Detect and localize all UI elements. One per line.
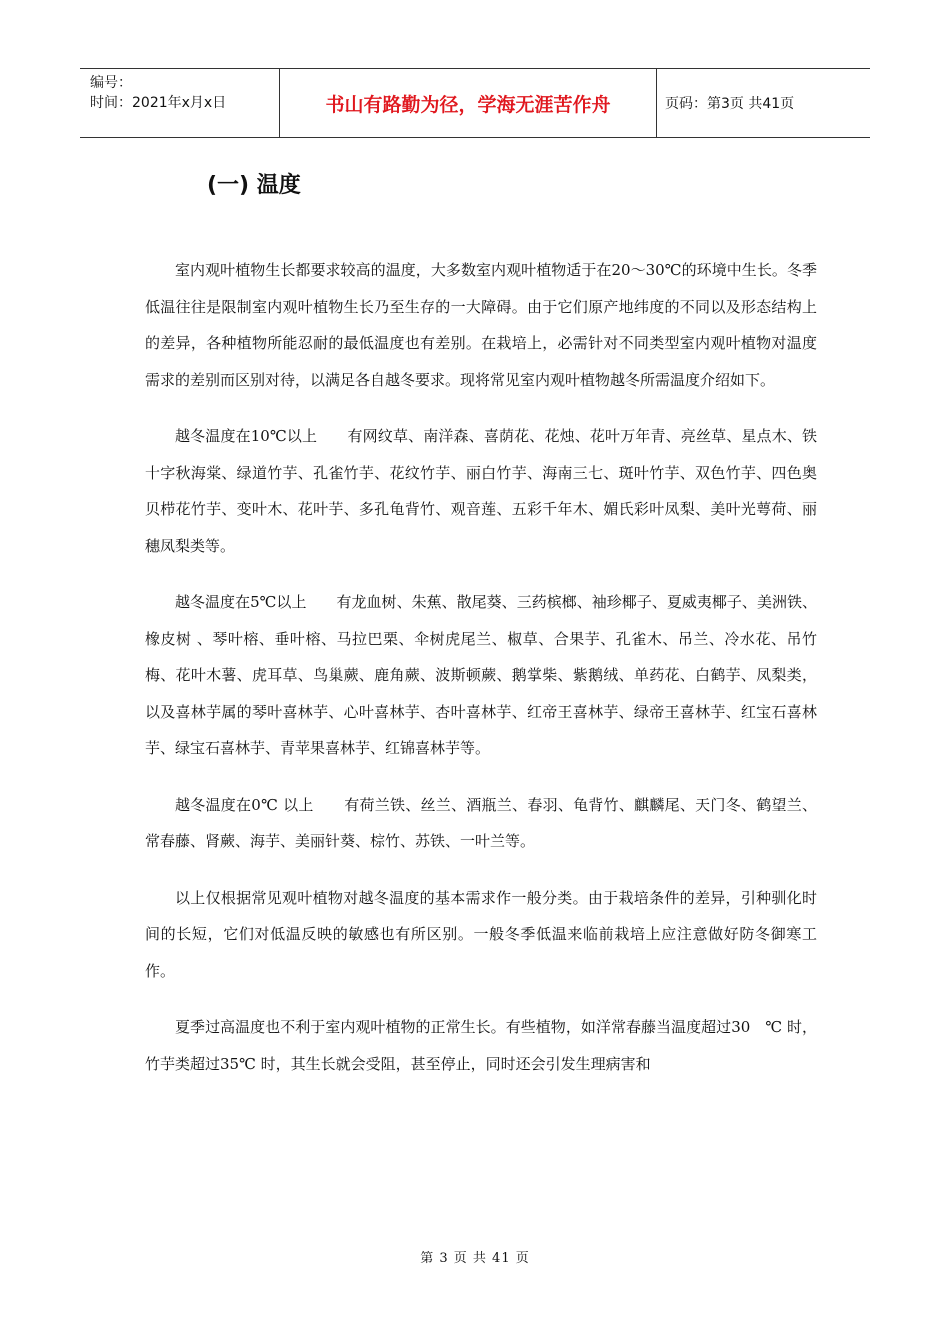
page-footer: 第 3 页 共 41 页 <box>420 1251 530 1266</box>
header-meta <box>80 69 280 137</box>
paragraph-summary: 以上仅根据常见观叶植物对越冬温度的基本需求作一般分类。由于栽培条件的差异，引种驯化时间的长短，它们对低温反映的敏感也有所区别。一般冬季低温来临前栽培上应注意做好防冬御寒工作。 <box>145 888 817 980</box>
document-code-label: 编号： <box>90 75 132 91</box>
body-content <box>145 252 817 1102</box>
header-table <box>80 68 870 138</box>
header-motto: 书山有路勤为径，学海无涯苦作舟 <box>280 69 657 137</box>
paragraph-intro: 室内观叶植物生长都要求较高的温度，大多数室内观叶植物适于在20～30℃的环境中生长。冬季低温往往是限制室内观叶植物生长乃至生存的一大障碍。由于它们原产地纬度的不同以及形态结构上的差异，各种植物所能忍耐的最低温度也有差别。在栽培上，必需针对不同类型室内观叶植物对温度需求的差别而区别对待，以满足各自越冬要求。现将常见室内观叶植物越冬所需温度介绍如下。 <box>145 261 817 389</box>
header-page-info: 页码：第3页 共41页 <box>665 96 795 112</box>
document-date: 时间：2021年x月x日 <box>90 95 227 111</box>
paragraph-5c: 越冬温度在5℃以上 有龙血树、朱蕉、散尾葵、三药槟榔、袖珍椰子、夏威夷椰子、美洲铁、橡皮树 、琴叶榕、垂叶榕、马拉巴栗、伞树虎尾兰、椒草、合果芋、孔雀木、吊兰、冷水花、吊竹梅、花叶木薯、虎耳草、鸟巢蕨、鹿角蕨、波斯顿蕨、鹅掌柴、紫鹅绒、单药花、白鹤芋、凤梨类，以及喜林芋属的琴叶喜林芋、心叶喜林芋、杏叶喜林芋、红帝王喜林芋、绿帝王喜林芋、红宝石喜林芋、绿宝石喜林芋、青苹果喜林芋、红锦喜林芋等。 <box>145 593 817 757</box>
paragraph-10c: 越冬温度在10℃以上 有网纹草、南洋森、喜荫花、花烛、花叶万年青、亮丝草、星点木、铁十字秋海棠、绿道竹芋、孔雀竹芋、花纹竹芋、丽白竹芋、海南三七、斑叶竹芋、双色竹芋、四色奥贝栉花竹芋、变叶木、花叶芋、多孔龟背竹、观音莲、五彩千年木、媚氏彩叶凤梨、美叶光萼荷、丽穗凤梨类等。 <box>145 427 817 555</box>
section-title: (一) 温度 <box>207 173 301 198</box>
paragraph-0c: 越冬温度在0℃ 以上 有荷兰铁、丝兰、酒瓶兰、春羽、龟背竹、麒麟尾、天门冬、鹤望兰、常春藤、肾蕨、海芋、美丽针葵、棕竹、苏铁、一叶兰等。 <box>145 795 817 850</box>
paragraph-summer: 夏季过高温度也不利于室内观叶植物的正常生长。有些植物，如洋常春藤当温度超过30 ℃ 时，竹芋类超过35℃ 时，其生长就会受阻，甚至停止，同时还会引发生理病害和 <box>145 1018 817 1073</box>
